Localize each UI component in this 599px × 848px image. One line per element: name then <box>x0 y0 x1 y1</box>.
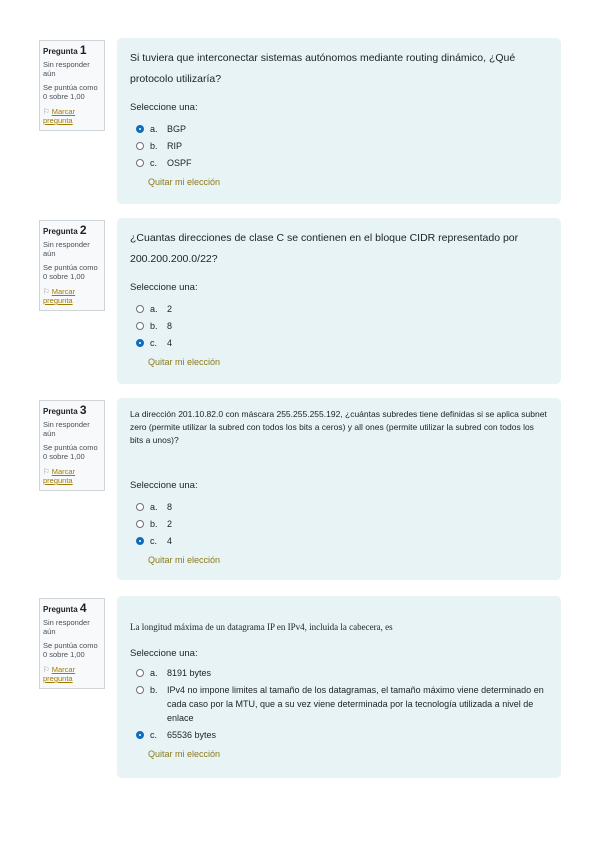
answer-option-a[interactable]: a. 8 <box>130 500 548 514</box>
radio-button[interactable] <box>136 159 144 167</box>
flag-icon: ⚐ <box>43 287 50 296</box>
question-text: ¿Cuantas direcciones de clase C se contienen en el bloque CIDR representado por 200.200.200.0/22? <box>130 232 519 265</box>
radio-button-checked[interactable] <box>136 731 144 739</box>
question-state: Sin responder aún <box>43 618 90 636</box>
question-text: La longitud máxima de un datagrama IP en IPv4, incluida la cabecera, es <box>130 622 393 632</box>
answer-prompt: Seleccione una: <box>130 102 198 113</box>
answer-option-b[interactable]: b. 2 <box>130 517 548 531</box>
answer-option-c[interactable]: c. 4 <box>130 336 548 350</box>
question-state: Sin responder aún <box>43 60 90 78</box>
radio-button[interactable] <box>136 520 144 528</box>
question-content-4 <box>117 596 561 778</box>
radio-button-checked[interactable] <box>136 125 144 133</box>
answer-list <box>130 500 548 548</box>
flag-icon: ⚐ <box>43 665 50 674</box>
question-content-3 <box>117 398 561 580</box>
question-grade: Se puntúa como 0 sobre 1,00 <box>43 641 98 659</box>
question-content-2 <box>117 218 561 384</box>
flag-icon: ⚐ <box>43 467 50 476</box>
flag-icon: ⚐ <box>43 107 50 116</box>
clear-choice-link[interactable]: Quitar mi elección <box>148 749 221 759</box>
answer-prompt: Seleccione una: <box>130 480 198 491</box>
flag-question-link[interactable]: ⚐ Marcar pregunta <box>43 467 76 485</box>
flag-question-link[interactable]: ⚐ Marcar pregunta <box>43 287 76 305</box>
radio-button[interactable] <box>136 142 144 150</box>
question-grade: Se puntúa como 0 sobre 1,00 <box>43 263 98 281</box>
answer-list <box>130 666 548 742</box>
question-info-3 <box>39 400 105 491</box>
answer-prompt: Seleccione una: <box>130 648 198 659</box>
answer-option-c[interactable]: c. 65536 bytes <box>130 728 548 742</box>
question-state: Sin responder aún <box>43 240 90 258</box>
radio-button[interactable] <box>136 669 144 677</box>
radio-button-checked[interactable] <box>136 537 144 545</box>
question-text: La dirección 201.10.82.0 con máscara 255.255.255.192, ¿cuántas subredes tiene definidas si se aplica subnet zero (permite utilizar la subred con todos los bits a ceros) y all ones (permite utilizar la subred con todos los bits a unos)? <box>130 409 547 445</box>
flag-question-link[interactable]: ⚐ Marcar pregunta <box>43 665 76 683</box>
clear-choice-link[interactable]: Quitar mi elección <box>148 555 221 565</box>
question-number: Pregunta 2 <box>43 223 87 237</box>
answer-option-a[interactable]: a. 2 <box>130 302 548 316</box>
question-info-4 <box>39 598 105 689</box>
question-state: Sin responder aún <box>43 420 90 438</box>
answer-prompt: Seleccione una: <box>130 282 198 293</box>
question-text: Si tuviera que interconectar sistemas autónomos mediante routing dinámico, ¿Qué protocolo utilizaría? <box>130 52 516 85</box>
answer-option-c[interactable]: c. 4 <box>130 534 548 548</box>
answer-option-a[interactable]: a. BGP <box>130 122 548 136</box>
answer-option-b[interactable]: b. IPv4 no impone limites al tamaño de los datagramas, el tamaño máximo viene determinado en cada caso por la MTU, que a su vez viene determinada por la tecnología utilizada a nivel de enlace <box>130 683 548 725</box>
radio-button[interactable] <box>136 322 144 330</box>
question-info-1 <box>39 40 105 131</box>
answer-list <box>130 122 548 170</box>
question-grade: Se puntúa como 0 sobre 1,00 <box>43 443 98 461</box>
answer-option-c[interactable]: c. OSPF <box>130 156 548 170</box>
radio-button[interactable] <box>136 503 144 511</box>
answer-option-b[interactable]: b. RIP <box>130 139 548 153</box>
question-number: Pregunta 3 <box>43 403 87 417</box>
flag-question-link[interactable]: ⚐ Marcar pregunta <box>43 107 76 125</box>
radio-button[interactable] <box>136 305 144 313</box>
question-content-1 <box>117 38 561 204</box>
question-number: Pregunta 1 <box>43 43 87 57</box>
answer-list <box>130 302 548 350</box>
answer-option-a[interactable]: a. 8191 bytes <box>130 666 548 680</box>
clear-choice-link[interactable]: Quitar mi elección <box>148 177 221 187</box>
answer-option-b[interactable]: b. 8 <box>130 319 548 333</box>
question-number: Pregunta 4 <box>43 601 87 615</box>
radio-button-checked[interactable] <box>136 339 144 347</box>
question-info-2 <box>39 220 105 311</box>
clear-choice-link[interactable]: Quitar mi elección <box>148 357 221 367</box>
radio-button[interactable] <box>136 686 144 694</box>
question-grade: Se puntúa como 0 sobre 1,00 <box>43 83 98 101</box>
